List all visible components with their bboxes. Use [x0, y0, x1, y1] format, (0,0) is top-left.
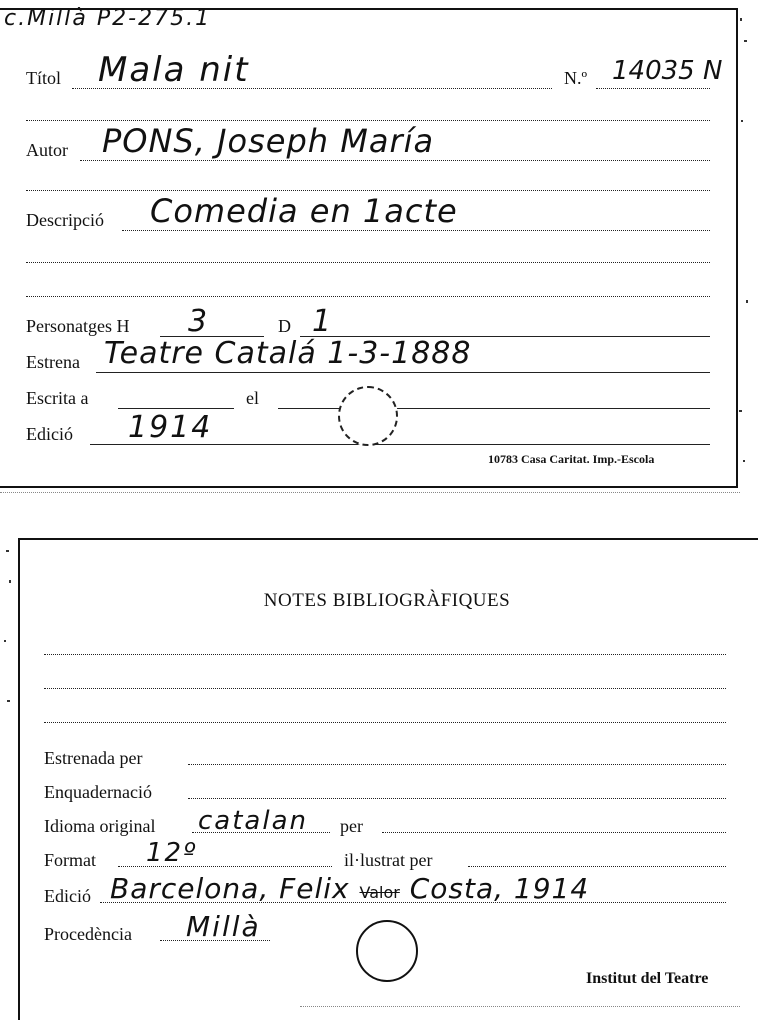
descripcio-extra-line-1 [26, 262, 710, 263]
illustrat-label: il·lustrat per [344, 850, 433, 870]
personatges-d-value: 1 [312, 304, 334, 339]
card-separator [0, 492, 740, 493]
descripcio-label: Descripció [26, 210, 104, 230]
titol-extra-line [26, 120, 710, 121]
edicio-label: Edició [26, 424, 73, 444]
procedencia-label: Procedència [44, 924, 132, 944]
edicio-bottom-value [110, 872, 589, 905]
estrenada-line [188, 764, 726, 765]
idioma-per-line [382, 832, 726, 833]
titol-label: Títol [26, 68, 61, 88]
punch-hole-top [338, 386, 398, 446]
enquadernacio-line [188, 798, 726, 799]
idioma-label: Idioma original [44, 816, 156, 836]
enquadernacio-label: Enquadernació [44, 782, 152, 802]
descripcio-extra-line-2 [26, 296, 710, 297]
edicio-bottom-label: Edició [44, 886, 91, 906]
autor-extra-line [26, 190, 710, 191]
edicio-publisher: Barcelona, Felix [110, 872, 350, 905]
edicio-struck-word: Valor [359, 883, 400, 902]
notes-line-1 [44, 654, 726, 655]
autor-label: Autor [26, 140, 68, 160]
escrita-label: Escrita a [26, 388, 89, 408]
procedencia-value: Millà [186, 910, 261, 943]
estrenada-label: Estrenada per [44, 748, 143, 768]
descripcio-line [122, 230, 710, 231]
notes-heading: NOTES BIBLIOGRÀFIQUES [263, 590, 511, 611]
estrena-label: Estrena [26, 352, 80, 372]
numero-value: 14035 N [612, 56, 723, 86]
format-label: Format [44, 850, 96, 870]
edicio-value: 1914 [128, 410, 213, 445]
autor-value: PONS, Joseph María [102, 122, 435, 160]
corner-call-number: c.Millà P2-275.1 [4, 6, 212, 31]
estrena-line [96, 372, 710, 373]
format-value: 12º [146, 838, 198, 868]
notes-line-3 [44, 722, 726, 723]
personatges-d-label: D [278, 316, 291, 336]
estrena-value: Teatre Catalá 1-3-1888 [104, 336, 472, 371]
descripcio-value: Comedia en 1acte [150, 192, 458, 230]
bottom-edge-line [300, 1006, 740, 1007]
printer-imprint: 10783 Casa Caritat. Imp.-Escola [488, 452, 655, 466]
illustrat-line [468, 866, 726, 867]
personatges-label: Personatges H [26, 316, 130, 336]
titol-value: Mala nit [98, 50, 250, 90]
punch-hole-bottom [356, 920, 418, 982]
idioma-value: catalan [198, 806, 308, 836]
institution-name: Institut del Teatre [586, 970, 709, 987]
numero-label: N.º [564, 68, 588, 88]
escrita-el-label: el [246, 388, 259, 408]
notes-line-2 [44, 688, 726, 689]
escrita-place-line [118, 408, 234, 409]
idioma-per-label: per [340, 816, 363, 836]
personatges-h-value: 3 [188, 304, 210, 339]
autor-line [80, 160, 710, 161]
edicio-publisher-cont: Costa, 1914 [409, 872, 590, 905]
numero-line [596, 88, 710, 89]
